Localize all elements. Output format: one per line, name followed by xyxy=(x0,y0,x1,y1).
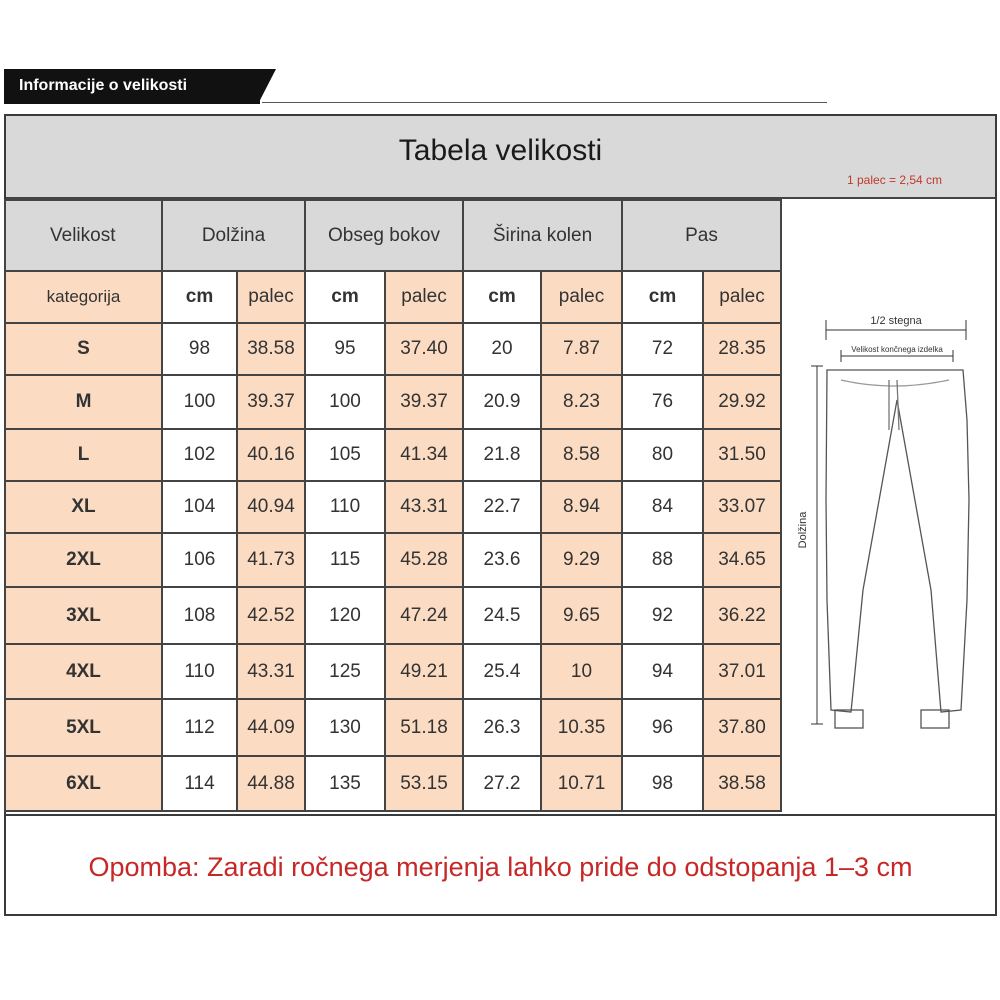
chart-title: Tabela velikosti xyxy=(398,134,603,167)
cell-waist-in: 36.22 xyxy=(703,587,781,644)
cell-hip-cm: 135 xyxy=(305,756,385,811)
unit-inch: palec xyxy=(703,271,781,323)
cell-waist-cm: 92 xyxy=(622,587,703,644)
cell-hip-cm: 120 xyxy=(305,587,385,644)
cell-knee-in: 10.71 xyxy=(541,756,622,811)
cell-length-in: 44.09 xyxy=(237,699,305,756)
cell-waist-cm: 84 xyxy=(622,481,703,533)
col-header-knee: Širina kolen xyxy=(463,200,622,271)
cell-length-in: 39.37 xyxy=(237,375,305,429)
cell-knee-in: 7.87 xyxy=(541,323,622,375)
cell-length-in: 44.88 xyxy=(237,756,305,811)
cell-knee-cm: 23.6 xyxy=(463,533,541,587)
table-row xyxy=(5,481,781,533)
cell-hip-in: 47.24 xyxy=(385,587,463,644)
cell-waist-in: 38.58 xyxy=(703,756,781,811)
cell-hip-in: 41.34 xyxy=(385,429,463,481)
cell-length-cm: 102 xyxy=(162,429,237,481)
cell-knee-in: 10 xyxy=(541,644,622,699)
cell-knee-in: 8.94 xyxy=(541,481,622,533)
cell-knee-cm: 20.9 xyxy=(463,375,541,429)
unit-inch: palec xyxy=(385,271,463,323)
cell-length-in: 40.16 xyxy=(237,429,305,481)
cell-knee-in: 9.29 xyxy=(541,533,622,587)
size-label: M xyxy=(5,375,162,429)
table-row xyxy=(5,323,781,375)
cell-length-cm: 114 xyxy=(162,756,237,811)
cell-hip-in: 49.21 xyxy=(385,644,463,699)
table-row xyxy=(5,533,781,587)
section-divider xyxy=(262,102,827,103)
section-tag: Informacije o velikosti xyxy=(4,69,260,104)
size-table xyxy=(4,199,782,812)
cell-hip-cm: 95 xyxy=(305,323,385,375)
cell-waist-cm: 72 xyxy=(622,323,703,375)
table-row xyxy=(5,587,781,644)
cell-knee-cm: 20 xyxy=(463,323,541,375)
cell-knee-cm: 27.2 xyxy=(463,756,541,811)
table-row xyxy=(5,375,781,429)
size-label: 4XL xyxy=(5,644,162,699)
col-header-hip: Obseg bokov xyxy=(305,200,463,271)
unit-inch: palec xyxy=(541,271,622,323)
section-tag-slant xyxy=(258,69,276,104)
half-waist-label: 1/2 stegna xyxy=(870,315,922,327)
unit-cm: cm xyxy=(622,271,703,323)
cell-length-cm: 108 xyxy=(162,587,237,644)
size-label: 2XL xyxy=(5,533,162,587)
table-row xyxy=(5,644,781,699)
size-label: 3XL xyxy=(5,587,162,644)
cell-waist-in: 34.65 xyxy=(703,533,781,587)
size-label: L xyxy=(5,429,162,481)
cell-knee-in: 8.58 xyxy=(541,429,622,481)
cell-knee-cm: 21.8 xyxy=(463,429,541,481)
cell-waist-cm: 80 xyxy=(622,429,703,481)
cell-hip-in: 45.28 xyxy=(385,533,463,587)
cell-waist-cm: 98 xyxy=(622,756,703,811)
cell-hip-in: 37.40 xyxy=(385,323,463,375)
cell-length-cm: 104 xyxy=(162,481,237,533)
cell-hip-cm: 115 xyxy=(305,533,385,587)
unit-cm: cm xyxy=(305,271,385,323)
size-label: S xyxy=(5,323,162,375)
unit-cm: cm xyxy=(463,271,541,323)
cell-hip-cm: 100 xyxy=(305,375,385,429)
pants-outline-icon xyxy=(826,370,969,728)
cell-length-in: 42.52 xyxy=(237,587,305,644)
table-row xyxy=(5,699,781,756)
unit-conversion-note: 1 palec = 2,54 cm xyxy=(847,173,943,187)
cell-waist-cm: 76 xyxy=(622,375,703,429)
col-header-length: Dolžina xyxy=(162,200,305,271)
cell-waist-in: 31.50 xyxy=(703,429,781,481)
cell-length-cm: 110 xyxy=(162,644,237,699)
cell-waist-cm: 88 xyxy=(622,533,703,587)
col-header-size: Velikost xyxy=(5,200,162,271)
cell-length-in: 40.94 xyxy=(237,481,305,533)
cell-hip-in: 39.37 xyxy=(385,375,463,429)
table-row xyxy=(5,429,781,481)
cell-length-cm: 106 xyxy=(162,533,237,587)
cell-length-cm: 100 xyxy=(162,375,237,429)
cell-hip-in: 53.15 xyxy=(385,756,463,811)
cell-waist-in: 28.35 xyxy=(703,323,781,375)
cell-hip-cm: 125 xyxy=(305,644,385,699)
note-box xyxy=(4,814,997,916)
cell-hip-in: 51.18 xyxy=(385,699,463,756)
table-row xyxy=(5,756,781,811)
cell-length-in: 43.31 xyxy=(237,644,305,699)
pants-diagram xyxy=(781,300,993,760)
cell-waist-cm: 96 xyxy=(622,699,703,756)
cell-waist-in: 33.07 xyxy=(703,481,781,533)
cell-waist-in: 29.92 xyxy=(703,375,781,429)
size-label: XL xyxy=(5,481,162,533)
cell-length-cm: 112 xyxy=(162,699,237,756)
cell-length-in: 38.58 xyxy=(237,323,305,375)
cell-length-in: 41.73 xyxy=(237,533,305,587)
cell-hip-cm: 130 xyxy=(305,699,385,756)
finished-size-label: Velikost končnega izdelka xyxy=(851,345,943,354)
unit-cm: cm xyxy=(162,271,237,323)
col-header-waist: Pas xyxy=(622,200,781,271)
cell-waist-in: 37.80 xyxy=(703,699,781,756)
title-bar xyxy=(6,116,995,199)
cell-knee-cm: 22.7 xyxy=(463,481,541,533)
category-label: kategorija xyxy=(5,271,162,323)
size-label: 6XL xyxy=(5,756,162,811)
cell-hip-in: 43.31 xyxy=(385,481,463,533)
unit-inch: palec xyxy=(237,271,305,323)
cell-knee-cm: 26.3 xyxy=(463,699,541,756)
cell-knee-in: 9.65 xyxy=(541,587,622,644)
cell-knee-in: 8.23 xyxy=(541,375,622,429)
cell-knee-in: 10.35 xyxy=(541,699,622,756)
cell-knee-cm: 25.4 xyxy=(463,644,541,699)
cell-waist-cm: 94 xyxy=(622,644,703,699)
cell-hip-cm: 110 xyxy=(305,481,385,533)
cell-length-cm: 98 xyxy=(162,323,237,375)
length-label: Dolžina xyxy=(797,511,809,549)
cell-hip-cm: 105 xyxy=(305,429,385,481)
unit-row xyxy=(5,271,781,323)
size-label: 5XL xyxy=(5,699,162,756)
cell-waist-in: 37.01 xyxy=(703,644,781,699)
measurement-note: Opomba: Zaradi ročnega merjenja lahko pride do odstopanja 1–3 cm xyxy=(88,852,913,882)
header-row xyxy=(5,200,781,271)
cell-knee-cm: 24.5 xyxy=(463,587,541,644)
